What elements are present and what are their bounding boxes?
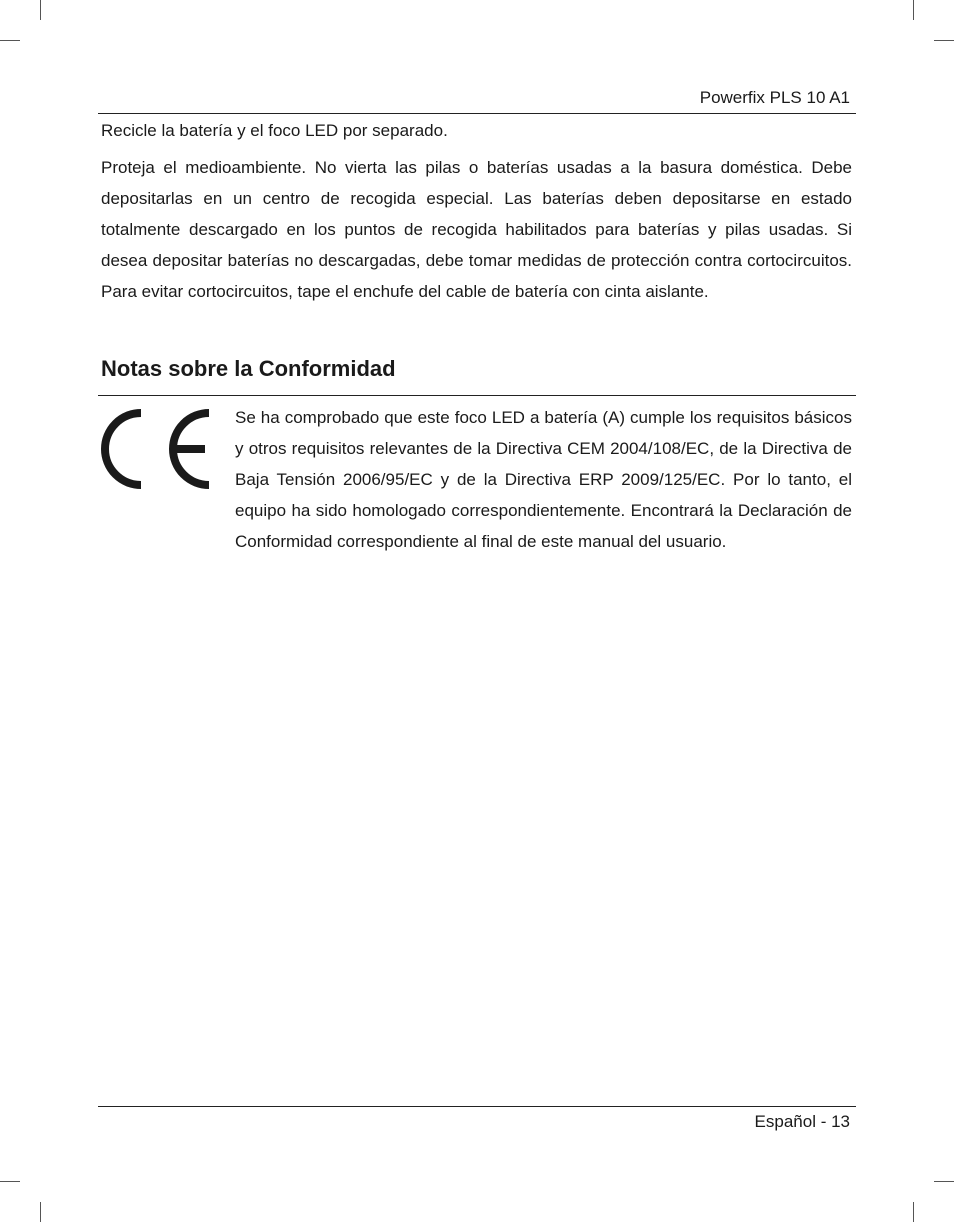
header-product-name: Powerfix PLS 10 A1: [699, 88, 850, 107]
crop-mark-bottom-right: [913, 1202, 914, 1222]
section-rule: [98, 395, 856, 396]
footer-page-label: Español - 13: [754, 1112, 850, 1131]
crop-mark-top-right-h: [934, 40, 954, 41]
crop-mark-bottom-right-h: [934, 1181, 954, 1182]
crop-mark-top-right: [913, 0, 914, 20]
crop-mark-top-left: [40, 0, 41, 20]
ce-mark-icon: [99, 409, 211, 489]
footer-rule: [98, 1106, 856, 1107]
paragraph-recycle: Recicle la batería y el foco LED por separado.: [101, 121, 448, 140]
crop-mark-bottom-left: [40, 1202, 41, 1222]
crop-mark-top-left-h: [0, 40, 20, 41]
crop-mark-bottom-left-h: [0, 1181, 20, 1182]
header-rule: [98, 113, 856, 114]
paragraph-environment: Proteja el medioambiente. No vierta las pilas o baterías usadas a la basura doméstica. Debe depositarlas en un centro de recogida especial. Las baterías deben depositarse en estado totalmente descargado en los puntos de recogida habilitados para baterías y pilas usadas. Si desea depositar baterías no descargadas, debe tomar medidas de protección contra cortocircuitos. Para evitar cortocircuitos, tape el enchufe del cable de batería con cinta aislante.: [101, 158, 852, 301]
conformity-text: Se ha comprobado que este foco LED a batería (A) cumple los requisitos básicos y otros requisitos relevantes de la Directiva CEM 2004/108/EC, de la Directiva de Baja Tensión 2006/95/EC y de la Directiva ERP 2009/125/EC. Por lo tanto, el equipo ha sido homologado correspondientemente. Encontrará la Declaración de Conformidad correspondiente al final de este manual del usuario.: [235, 408, 852, 551]
section-title-conformity: Notas sobre la Conformidad: [101, 356, 396, 381]
